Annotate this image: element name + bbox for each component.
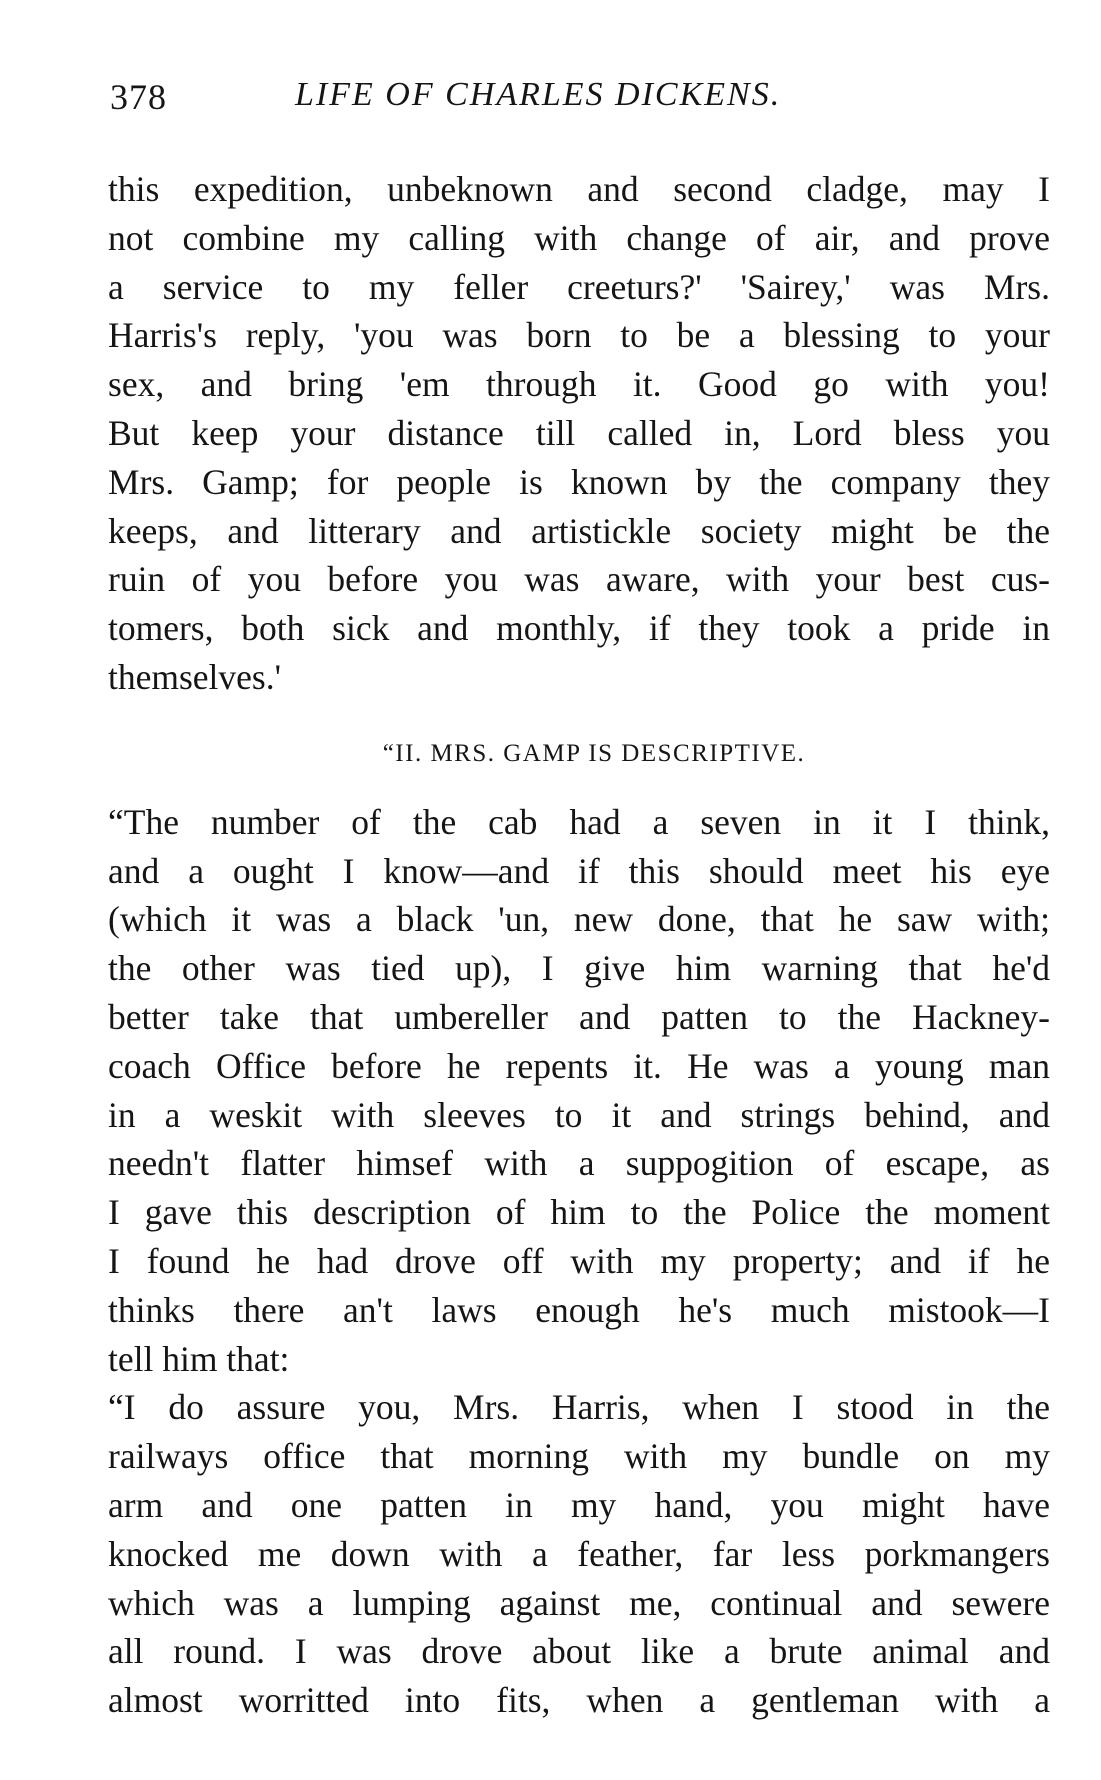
text-line: I found he had drove off with my property; and if he [108,1240,1050,1281]
paragraph-1 [108,165,1050,702]
text-line: a service to my feller creeturs?' 'Sairey,' was Mrs. [108,266,1050,307]
paragraph-3 [108,1383,1050,1725]
paragraph-2 [108,798,1050,1384]
text-line: coach Office before he repents it. He was a young man [108,1045,1050,1086]
text-line: which was a lumping against me, continual and sewere [108,1582,1050,1623]
text-line: sex, and bring 'em through it. Good go with you! [108,364,1050,405]
text-line: this expedition, unbeknown and second cladge, may I [108,169,1050,209]
text-line: But keep your distance till called in, Lord bless you [108,412,1050,453]
text-line: tell him that: [108,1338,290,1379]
section-heading: “II. MRS. GAMP IS DESCRIPTIVE. [382,739,806,767]
text-line: needn't flatter himsef with a suppogition of escape, as [108,1143,1050,1184]
text-line: better take that umbereller and patten to the Hackney- [108,996,1050,1037]
text-line: ruin of you before you was aware, with your best cus- [108,559,1050,600]
text-line: I gave this description of him to the Police the moment [108,1192,1050,1233]
text-line: tomers, both sick and monthly, if they took a pride in [108,608,1050,649]
page-number: 378 [110,77,167,117]
text-line: “The number of the cab had a seven in it I think, [108,801,1050,842]
text-line: and a ought I know—and if this should meet his eye [108,850,1050,891]
page-header [110,76,1050,136]
page-body [108,165,1050,1725]
text-line: Mrs. Gamp; for people is known by the company they [108,461,1050,502]
text-line: arm and one patten in my hand, you might have [108,1484,1050,1525]
text-line: not combine my calling with change of air, and prove [108,217,1050,258]
text-line: (which it was a black 'un, new done, that he saw with; [108,899,1050,940]
text-line: railways office that morning with my bundle on my [108,1436,1050,1477]
text-line: “I do assure you, Mrs. Harris, when I stood in the [108,1387,1050,1428]
text-line: almost worritted into fits, when a gentleman with a [108,1680,1050,1721]
text-line: the other was tied up), I give him warning that he'd [108,948,1050,989]
running-head: LIFE OF CHARLES DICKENS. [295,76,782,113]
text-line: knocked me down with a feather, far less porkmangers [108,1533,1050,1574]
text-line: keeps, and litterary and artistickle society might be the [108,510,1050,551]
text-line: in a weskit with sleeves to it and strings behind, and [108,1094,1050,1135]
text-line: thinks there an't laws enough he's much mistook—I [108,1289,1050,1330]
text-line: all round. I was drove about like a brute animal and [108,1631,1050,1672]
text-line: Harris's reply, 'you was born to be a blessing to your [108,315,1050,356]
text-line: themselves.' [108,656,282,697]
